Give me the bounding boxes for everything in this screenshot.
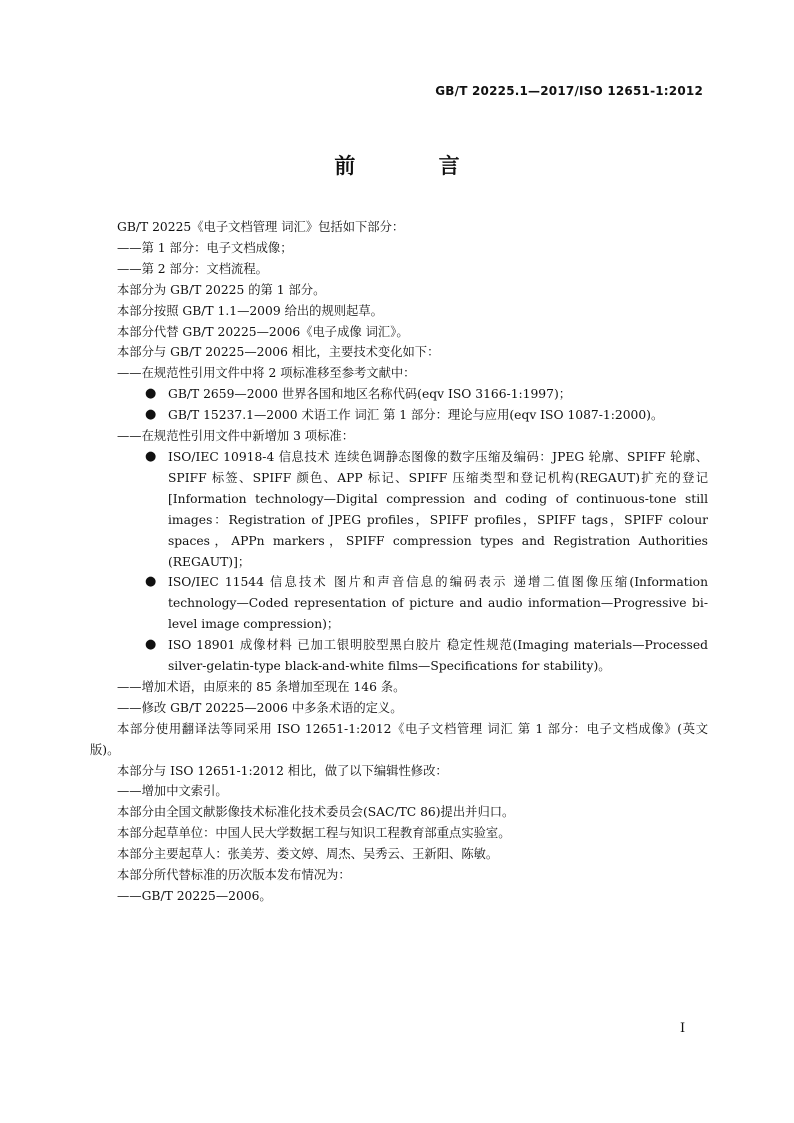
paragraph: 本部分由全国文献影像技术标准化技术委员会(SAC/TC 86)提出并归口。 [117, 805, 515, 820]
paragraph: ——增加术语，由原来的 85 条增加至现在 146 条。 [117, 679, 406, 694]
list-item-text: ISO/IEC 11544 信息技术 图片和声音信息的编码表示 递增二值图像压缩(Information technology—Coded representation of picture and audio information—Progressive bi-level image compression)； [168, 575, 708, 632]
paragraph: 本部分使用翻译法等同采用 ISO 12651-1:2012《电子文档管理 词汇 第 1 部分：电子文档成像》(英文版)。 [90, 721, 708, 757]
paragraph: ——GB/T 20225—2006。 [117, 889, 272, 903]
paragraph: 本部分与 GB/T 20225—2006 相比，主要技术变化如下： [117, 345, 440, 360]
paragraph: 本部分起草单位：中国人民大学数据工程与知识工程教育部重点实验室。 [117, 826, 511, 841]
paragraph: ——第 1 部分：电子文档成像； [117, 240, 293, 255]
paragraph: ——在规范性引用文件中新增加 3 项标准： [117, 429, 354, 444]
page-title: 前 言 [334, 154, 498, 178]
paragraph: 本部分为 GB/T 20225 的第 1 部分。 [117, 282, 326, 297]
bullet-icon: ● [145, 448, 157, 464]
paragraph: 本部分与 ISO 12651-1:2012 相比，做了以下编辑性修改： [117, 763, 448, 778]
foreword-body [90, 217, 708, 907]
paragraph: 本部分代替 GB/T 20225—2006《电子成像 词汇》。 [117, 324, 409, 339]
bullet-icon: ● [145, 574, 157, 590]
bullet-icon: ● [145, 637, 157, 653]
paragraph: ——修改 GB/T 20225—2006 中多条术语的定义。 [117, 700, 403, 715]
standard-code-header: GB/T 20225.1—2017/ISO 12651-1:2012 [435, 84, 703, 98]
bullet-icon: ● [145, 407, 157, 423]
list-item [90, 572, 708, 635]
paragraph: GB/T 20225《电子文档管理 词汇》包括如下部分： [117, 220, 405, 234]
list-item [90, 635, 708, 677]
list-item [90, 405, 708, 426]
list-item-text: ISO 18901 成像材料 已加工银明胶型黑白胶片 稳定性规范(Imaging materials—Processed silver-gelatin-type black-and-white films—Specifications for stability)。 [168, 638, 708, 674]
paragraph: ——第 2 部分：文档流程。 [117, 261, 268, 276]
list-item-text: GB/T 15237.1—2000 术语工作 词汇 第 1 部分：理论与应用(eqv ISO 1087-1:2000)。 [168, 408, 664, 423]
list-item [90, 384, 708, 405]
list-item-text: ISO/IEC 10918-4 信息技术 连续色调静态图像的数字压缩及编码：JPEG 轮廓、SPIFF 轮廓、SPIFF 标签、SPIFF 颜色、APP 标记、SPIFF 压缩类型和登记机构(REGAUT)扩充的登记[Information technology—Digital compression and coding of continuous-tone still images：Registration of JPEG profiles，SPIFF profiles，SPIFF tags，SPIFF colour spaces，APPn markers，SPIFF compression types and Registration Authorities (REGAUT)]； [168, 449, 708, 569]
paragraph: ——增加中文索引。 [117, 784, 228, 799]
paragraph: 本部分主要起草人：张美芳、娄文婷、周杰、吴秀云、王新阳、陈敏。 [117, 847, 499, 862]
list-item [90, 447, 708, 572]
page-number: I [680, 1021, 686, 1036]
paragraph: ——在规范性引用文件中将 2 项标准移至参考文献中： [117, 366, 416, 381]
paragraph: 本部分按照 GB/T 1.1—2009 给出的规则起草。 [117, 303, 383, 318]
list-item-text: GB/T 2659—2000 世界各国和地区名称代码(eqv ISO 3166-1:1997)； [168, 387, 572, 402]
paragraph: 本部分所代替标准的历次版本发布情况为： [117, 868, 351, 883]
bullet-icon: ● [145, 386, 157, 402]
